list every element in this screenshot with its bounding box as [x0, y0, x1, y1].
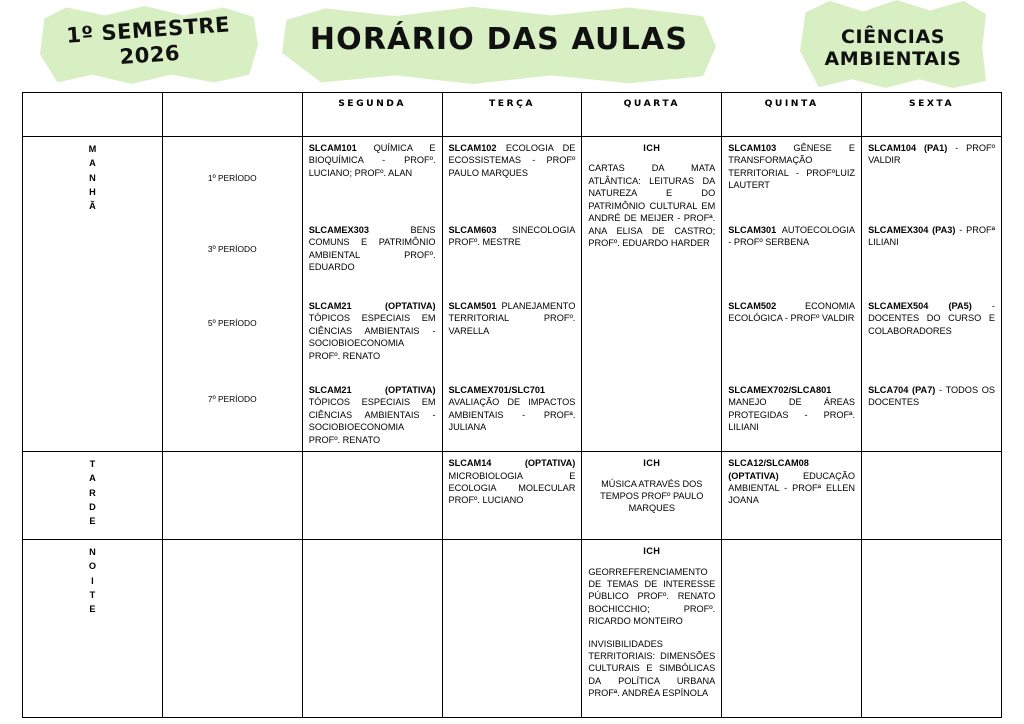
corner-period-header: [162, 93, 302, 137]
shift-manha-letter-4: Ã: [89, 201, 96, 211]
class-desc: CARTAS DA MATA ATLÂNTICA: LEITURAS DA NATUREZA E DO PATRIMÔNIO CULTURAL EM ANDRÉ DE MEIJER - PROFª. ANA ELISA DE CASTRO; PROFº. EDUARDO HARDER: [588, 163, 716, 248]
shift-tarde-letter-2: R: [89, 487, 96, 498]
class-entry: [449, 300, 576, 374]
class-code: SLCAM21 (OPTATIVA): [308, 301, 436, 311]
class-desc: INVISIBILIDADES TERRITORIAIS: DIMENSÕES CULTURAIS E SIMBÓLICAS DA POLÍTICA URBANA PROFª. ANDRÉA ESPÍNOLA: [588, 638, 716, 699]
shift-label-noite: [23, 540, 163, 718]
table-row-night: [23, 540, 1002, 718]
class-desc: - TODOS OS DOCENTES: [868, 385, 996, 408]
class-entry: [728, 457, 855, 507]
period-label-5: 5º PERÍODO: [207, 317, 257, 328]
shift-manha-letter-3: H: [89, 186, 96, 197]
cell-afternoon-terca: [442, 452, 582, 540]
class-code: SLCAM103: [728, 143, 777, 153]
cell-afternoon-quarta: [582, 452, 722, 540]
cell-night-segunda: [302, 540, 442, 718]
shift-noite-letter-3: T: [89, 589, 96, 600]
shift-noite-letter-4: E: [89, 604, 96, 615]
cell-night-sexta: [862, 540, 1002, 718]
period-label-1: 1º PERÍODO: [207, 172, 257, 183]
shift-tarde-letter-3: D: [89, 501, 96, 512]
class-code: SLCAM301: [728, 225, 777, 235]
class-code: SLCAM102: [448, 143, 497, 153]
class-code: SLCA12/SLCAM08 (OPTATIVA): [728, 458, 809, 481]
class-entry: [449, 457, 576, 507]
class-desc: MICROBIOLOGIA E ECOLOGIA MOLECULAR PROFº. LUCIANO: [448, 470, 576, 506]
class-code: SLCAMEX701/SLC701: [448, 385, 546, 395]
course-line-2: AMBIENTAIS: [824, 48, 962, 71]
shift-tarde-letter-1: A: [89, 473, 96, 484]
class-code: SLCAM603: [448, 225, 497, 235]
class-desc: PLANEJAMENTO TERRITORIAL PROFº. VARELLA: [448, 301, 576, 336]
table-row-morning: [23, 137, 1002, 452]
class-code: SLCAMEX702/SLCA801: [728, 385, 832, 395]
shift-tarde-letter-0: T: [89, 459, 96, 470]
class-code: SLCAM14 (OPTATIVA): [448, 458, 576, 469]
ich-label: ICH: [643, 458, 661, 469]
period-column: [162, 137, 302, 452]
class-desc: BENS COMUNS E PATRIMÔNIO AMBIENTAL PROFº. EDUARDO: [308, 225, 436, 273]
class-desc: AUTOECOLOGIA - PROFº SERBENA: [728, 225, 856, 248]
cell-afternoon-quinta: [722, 452, 862, 540]
cell-night-quinta: [722, 540, 862, 718]
class-desc: GEORREFERENCIAMENTO DE TEMAS DE INTERESSE PÚBLICO PROFº. RENATO BOCHICCHIO; PROFº. RICARDO MONTEIRO: [588, 566, 716, 627]
period-label-3: 3º PERÍODO: [207, 243, 257, 254]
class-desc: ECOLOGIA DE ECOSSISTEMAS - PROFº PAULO MARQUES: [448, 143, 576, 178]
class-desc: - PROFº VALDIR: [868, 143, 995, 166]
class-code: SLCAMEX504 (PA5): [868, 301, 972, 311]
class-desc: ECONOMIA ECOLÓGICA - PROFº VALDIR: [728, 301, 856, 324]
class-desc: QUÍMICA E BIOQUÍMICA - PROFº. LUCIANO; PROFº. ALAN: [308, 143, 436, 178]
schedule-table: [22, 92, 1002, 718]
page-title: HORÁRIO DAS AULAS: [309, 22, 689, 57]
shift-label-tarde: [23, 452, 163, 540]
class-entry: [868, 224, 995, 290]
shift-noite-letter-2: I: [91, 575, 94, 586]
period-label-7: 7º PERÍODO: [207, 393, 257, 404]
ich-label: ICH: [643, 143, 661, 153]
class-entry: [728, 224, 855, 290]
course-line-1: CIÊNCIAS: [840, 26, 946, 48]
class-entry: [309, 224, 436, 290]
class-entry: [868, 142, 995, 214]
cell-morning-segunda: [302, 137, 442, 452]
class-entry: [728, 300, 855, 374]
shift-noite-letter-1: O: [88, 561, 96, 572]
cell-morning-quarta: [582, 137, 722, 452]
cell-afternoon-segunda: [302, 452, 442, 540]
corner-shift-header: [23, 93, 163, 137]
shift-manha-letter-1: A: [89, 158, 96, 169]
semester-line-1: 1º SEMESTRE: [65, 12, 231, 48]
table-row-afternoon: [23, 452, 1002, 540]
class-desc: EDUCAÇÃO AMBIENTAL - PROFª ELLEN JOANA: [728, 470, 856, 506]
class-entry: [309, 384, 436, 446]
shift-tarde-letter-4: E: [89, 516, 96, 527]
class-code: SLCAM101: [308, 143, 357, 153]
class-entry: [728, 142, 855, 214]
class-code: SLCAMEX303: [308, 225, 369, 235]
ich-label: ICH: [643, 546, 661, 557]
day-header-sexta: SEXTA: [862, 93, 1002, 137]
class-desc: AVALIAÇÃO DE IMPACTOS AMBIENTAIS - PROFª. JULIANA: [448, 397, 576, 433]
class-entry: [728, 384, 855, 434]
table-header-row: [23, 93, 1002, 137]
day-header-segunda: SEGUNDA: [302, 93, 442, 137]
shift-manha-letter-2: N: [89, 172, 96, 183]
class-entry: [449, 224, 576, 290]
class-entry: [309, 300, 436, 374]
shift-noite-letter-0: N: [89, 547, 96, 558]
class-desc: MÚSICA ATRAVÉS DOS TEMPOS PROFº PAULO MARQUES: [600, 478, 704, 514]
class-entry: [449, 142, 576, 214]
semester-line-2: 2026: [118, 40, 181, 69]
class-code: SLCA704 (PA7): [868, 385, 936, 395]
class-desc: TÓPICOS ESPECIAIS EM CIÊNCIAS AMBIENTAIS - SOCIOBIOECONOMIA PROFº. RENATO: [308, 397, 436, 445]
cell-afternoon-sexta: [862, 452, 1002, 540]
class-desc: - PROFª LILIANI: [868, 225, 995, 248]
day-header-quinta: QUINTA: [722, 93, 862, 137]
class-entry: [309, 142, 436, 214]
cell-morning-sexta: [862, 137, 1002, 452]
cell-morning-terca: [442, 137, 582, 452]
class-entry: [868, 384, 995, 409]
cell-night-period: [162, 540, 302, 718]
class-code: SLCAM501: [448, 301, 497, 311]
cell-night-terca: [442, 540, 582, 718]
class-desc: GÊNESE E TRANSFORMAÇÃO TERRITORIAL - PROFºLUIZ LAUTERT: [728, 143, 856, 191]
cell-morning-quinta: [722, 137, 862, 452]
shift-manha-letter-0: M: [88, 144, 97, 154]
day-header-quarta: QUARTA: [582, 93, 722, 137]
class-desc: SINECOLOGIA PROFº. MESTRE: [448, 225, 576, 248]
course-banner: [800, 26, 986, 71]
shift-label-manha: [23, 137, 163, 452]
class-code: SLCAM21 (OPTATIVA): [308, 385, 436, 395]
class-desc: MANEJO DE ÁREAS PROTEGIDAS - PROFª. LILIANI: [728, 397, 856, 433]
class-desc: - DOCENTES DO CURSO E COLABORADORES: [868, 301, 995, 336]
class-entry: [449, 384, 576, 434]
class-code: SLCAMEX304 (PA3): [868, 225, 956, 235]
class-code: SLCAM502: [728, 301, 777, 311]
day-header-terca: TERÇA: [442, 93, 582, 137]
cell-night-quarta: [582, 540, 722, 718]
cell-afternoon-period: [162, 452, 302, 540]
class-entry: [868, 300, 995, 374]
class-code: SLCAM104 (PA1): [868, 143, 948, 153]
class-desc: TÓPICOS ESPECIAIS EM CIÊNCIAS AMBIENTAIS - SOCIOBIOECONOMIA PROFº. RENATO: [308, 313, 436, 361]
